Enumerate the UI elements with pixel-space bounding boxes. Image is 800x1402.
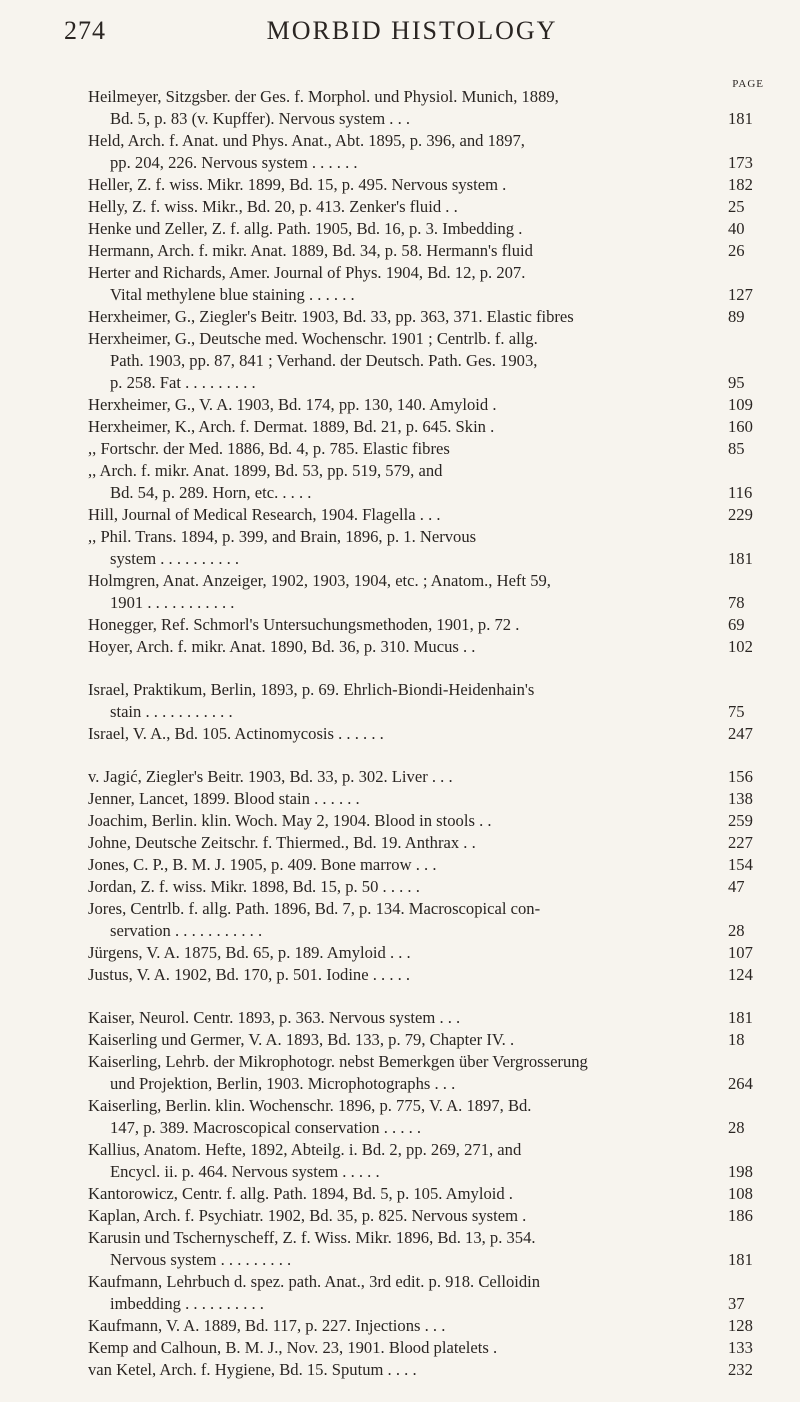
entry-text: ,, Phil. Trans. 1894, p. 399, and Brain, 1896, p. 1. Nervous	[88, 527, 477, 546]
page-reference: 232	[728, 1360, 753, 1379]
page-reference: 78	[728, 593, 745, 612]
entry-text: Heilmeyer, Sitzgsber. der Ges. f. Morphol. und Physiol. Munich, 1889,	[88, 87, 559, 106]
page-reference: 108	[728, 1184, 753, 1203]
page-reference: 40	[728, 219, 745, 238]
page-reference: 198	[728, 1162, 753, 1181]
index-entry	[88, 1183, 772, 1205]
entry-text: van Ketel, Arch. f. Hygiene, Bd. 15. Sputum . . . .	[88, 1360, 417, 1379]
entry-text: Kaiserling, Lehrb. der Mikrophotogr. nebst Bemerkgen über Vergrosserung	[88, 1052, 588, 1071]
page-reference: 181	[728, 109, 753, 128]
entry-text: ,, Fortschr. der Med. 1886, Bd. 4, p. 785. Elastic fibres	[88, 439, 450, 458]
index-entry	[88, 1337, 772, 1359]
index-entry	[88, 832, 772, 854]
index-entry	[88, 328, 772, 394]
index-entry	[88, 1271, 772, 1315]
entry-text-continuation: Path. 1903, pp. 87, 841 ; Verhand. der Deutsch. Path. Ges. 1903,	[110, 351, 538, 370]
page-header	[64, 14, 760, 54]
entry-text: Herter and Richards, Amer. Journal of Phys. 1904, Bd. 12, p. 207.	[88, 263, 526, 282]
entry-text: Herxheimer, G., Ziegler's Beitr. 1903, Bd. 33, pp. 363, 371. Elastic fibres	[88, 307, 574, 326]
page-reference: 181	[728, 1008, 753, 1027]
entry-text-continuation: system . . . . . . . . . .	[110, 549, 240, 568]
entry-text: Kaiser, Neurol. Centr. 1893, p. 363. Nervous system . . .	[88, 1008, 461, 1027]
page-reference: 75	[728, 702, 745, 721]
entry-text: Helly, Z. f. wiss. Mikr., Bd. 20, p. 413. Zenker's fluid . .	[88, 197, 458, 216]
index-entry	[88, 723, 772, 745]
page-reference: 264	[728, 1074, 753, 1093]
page-reference: 25	[728, 197, 745, 216]
page-reference: 85	[728, 439, 745, 458]
index-entry	[88, 394, 772, 416]
entry-text-continuation: Nervous system . . . . . . . . .	[110, 1250, 292, 1269]
entry-text: Kaplan, Arch. f. Psychiatr. 1902, Bd. 35, p. 825. Nervous system .	[88, 1206, 527, 1225]
page-reference: 156	[728, 767, 753, 786]
index-letter-group	[88, 679, 772, 745]
index-entry	[88, 876, 772, 898]
index-entry	[88, 218, 772, 240]
index-letter-group	[88, 766, 772, 986]
page-reference: 47	[728, 877, 745, 896]
page-reference: 247	[728, 724, 753, 743]
page-reference: 127	[728, 285, 753, 304]
entry-text: ,, Arch. f. mikr. Anat. 1899, Bd. 53, pp. 519, 579, and	[88, 461, 443, 480]
entry-text: Herxheimer, G., Deutsche med. Wochenschr. 1901 ; Centrlb. f. allg.	[88, 329, 538, 348]
page-reference: 154	[728, 855, 753, 874]
page-reference: 181	[728, 1250, 753, 1269]
entry-text: Kemp and Calhoun, B. M. J., Nov. 23, 1901. Blood platelets .	[88, 1338, 498, 1357]
entry-text: Kaiserling, Berlin. klin. Wochenschr. 1896, p. 775, V. A. 1897, Bd.	[88, 1096, 532, 1115]
entry-text: Hoyer, Arch. f. mikr. Anat. 1890, Bd. 36, p. 310. Mucus . .	[88, 637, 476, 656]
entry-text-continuation: p. 258. Fat . . . . . . . . .	[110, 373, 256, 392]
page-reference: 109	[728, 395, 753, 414]
page-reference: 107	[728, 943, 753, 962]
running-title: MORBID HISTOLOGY	[266, 16, 558, 45]
entry-text-continuation: Vital methylene blue staining . . . . . .	[110, 285, 355, 304]
entry-text: Hill, Journal of Medical Research, 1904. Flagella . . .	[88, 505, 441, 524]
index-entry	[88, 1227, 772, 1271]
page-reference: 173	[728, 153, 753, 172]
index-entry	[88, 86, 772, 130]
page-reference: 128	[728, 1316, 753, 1335]
entry-text: Jenner, Lancet, 1899. Blood stain . . . . . .	[88, 789, 360, 808]
index-entry	[88, 942, 772, 964]
entry-text: Hermann, Arch. f. mikr. Anat. 1889, Bd. 34, p. 58. Hermann's fluid	[88, 241, 533, 260]
page-reference: 186	[728, 1206, 753, 1225]
bibliography-index	[88, 86, 772, 1402]
entry-text: Jürgens, V. A. 1875, Bd. 65, p. 189. Amyloid . . .	[88, 943, 411, 962]
page-reference: 26	[728, 241, 745, 260]
index-entry	[88, 788, 772, 810]
index-entry	[88, 526, 772, 570]
index-letter-group	[88, 1007, 772, 1381]
index-entry	[88, 240, 772, 262]
entry-text-continuation: imbedding . . . . . . . . . .	[110, 1294, 264, 1313]
page-reference: 227	[728, 833, 753, 852]
index-entry	[88, 614, 772, 636]
index-entry	[88, 679, 772, 723]
index-entry	[88, 1205, 772, 1227]
entry-text-continuation: stain . . . . . . . . . . .	[110, 702, 233, 721]
index-entry	[88, 196, 772, 218]
page-reference: 28	[728, 921, 745, 940]
page-reference: 259	[728, 811, 753, 830]
index-entry	[88, 810, 772, 832]
entry-text: Kallius, Anatom. Hefte, 1892, Abteilg. i. Bd. 2, pp. 269, 271, and	[88, 1140, 522, 1159]
index-entry	[88, 964, 772, 986]
index-entry	[88, 854, 772, 876]
entry-text: Jordan, Z. f. wiss. Mikr. 1898, Bd. 15, p. 50 . . . . .	[88, 877, 420, 896]
page-reference: 95	[728, 373, 745, 392]
page-reference: 124	[728, 965, 753, 984]
entry-text: Held, Arch. f. Anat. und Phys. Anat., Abt. 1895, p. 396, and 1897,	[88, 131, 525, 150]
entry-text: Henke und Zeller, Z. f. allg. Path. 1905, Bd. 16, p. 3. Imbedding .	[88, 219, 523, 238]
index-entry	[88, 438, 772, 460]
index-entry	[88, 1359, 772, 1381]
page-reference: 69	[728, 615, 745, 634]
index-entry	[88, 1029, 772, 1051]
entry-text: Herxheimer, K., Arch. f. Dermat. 1889, Bd. 21, p. 645. Skin .	[88, 417, 495, 436]
index-entry	[88, 766, 772, 788]
entry-text-continuation: 147, p. 389. Macroscopical conservation . . . . .	[110, 1118, 422, 1137]
index-entry	[88, 1139, 772, 1183]
index-entry	[88, 416, 772, 438]
entry-text-continuation: und Projektion, Berlin, 1903. Microphotographs . . .	[110, 1074, 456, 1093]
entry-text: Kaufmann, Lehrbuch d. spez. path. Anat., 3rd edit. p. 918. Celloidin	[88, 1272, 541, 1291]
entry-text: Joachim, Berlin. klin. Woch. May 2, 1904. Blood in stools . .	[88, 811, 492, 830]
page-reference: 116	[728, 483, 753, 502]
index-entry	[88, 1095, 772, 1139]
page-reference: 28	[728, 1118, 745, 1137]
entry-text-continuation: pp. 204, 226. Nervous system . . . . . .	[110, 153, 358, 172]
index-entry	[88, 1315, 772, 1337]
page-reference: 181	[728, 549, 753, 568]
index-entry	[88, 1007, 772, 1029]
entry-text-continuation: Bd. 5, p. 83 (v. Kupffer). Nervous system . . .	[110, 109, 411, 128]
index-entry	[88, 1051, 772, 1095]
entry-text: Johne, Deutsche Zeitschr. f. Thiermed., Bd. 19. Anthrax . .	[88, 833, 476, 852]
entry-text: Herxheimer, G., V. A. 1903, Bd. 174, pp. 130, 140. Amyloid .	[88, 395, 497, 414]
entry-text: v. Jagić, Ziegler's Beitr. 1903, Bd. 33, p. 302. Liver . . .	[88, 767, 453, 786]
page-reference: 18	[728, 1030, 745, 1049]
entry-text: Jones, C. P., B. M. J. 1905, p. 409. Bone marrow . . .	[88, 855, 437, 874]
page-reference: 229	[728, 505, 753, 524]
entry-text: Honegger, Ref. Schmorl's Untersuchungsmethoden, 1901, p. 72 .	[88, 615, 520, 634]
entry-text: Israel, Praktikum, Berlin, 1893, p. 69. Ehrlich-Biondi-Heidenhain's	[88, 680, 535, 699]
index-entry	[88, 130, 772, 174]
index-entry	[88, 460, 772, 504]
entry-text: Justus, V. A. 1902, Bd. 170, p. 501. Iodine . . . . .	[88, 965, 411, 984]
page-reference: 89	[728, 307, 745, 326]
index-entry	[88, 174, 772, 196]
entry-text: Kantorowicz, Centr. f. allg. Path. 1894, Bd. 5, p. 105. Amyloid .	[88, 1184, 513, 1203]
entry-text: Israel, V. A., Bd. 105. Actinomycosis . . . . . .	[88, 724, 384, 743]
entry-text: Jores, Centrlb. f. allg. Path. 1896, Bd. 7, p. 134. Macroscopical con-	[88, 899, 541, 918]
page-reference: 182	[728, 175, 753, 194]
entry-text: Kaiserling und Germer, V. A. 1893, Bd. 133, p. 79, Chapter IV. .	[88, 1030, 515, 1049]
page-reference: 160	[728, 417, 753, 436]
entry-text: Holmgren, Anat. Anzeiger, 1902, 1903, 1904, etc. ; Anatom., Heft 59,	[88, 571, 551, 590]
index-entry	[88, 898, 772, 942]
entry-text: Karusin und Tschernyscheff, Z. f. Wiss. Mikr. 1896, Bd. 13, p. 354.	[88, 1228, 536, 1247]
index-entry	[88, 306, 772, 328]
entry-text-continuation: Encycl. ii. p. 464. Nervous system . . . . .	[110, 1162, 380, 1181]
index-entry	[88, 570, 772, 614]
index-letter-group	[88, 86, 772, 658]
page-reference: 138	[728, 789, 753, 808]
entry-text: Heller, Z. f. wiss. Mikr. 1899, Bd. 15, p. 495. Nervous system .	[88, 175, 507, 194]
entry-text: Kaufmann, V. A. 1889, Bd. 117, p. 227. Injections . . .	[88, 1316, 446, 1335]
page-reference: 102	[728, 637, 753, 656]
page-reference: 133	[728, 1338, 753, 1357]
page-reference: 37	[728, 1294, 745, 1313]
entry-text-continuation: servation . . . . . . . . . . .	[110, 921, 263, 940]
index-entry	[88, 636, 772, 658]
entry-text-continuation: 1901 . . . . . . . . . . .	[110, 593, 235, 612]
index-entry	[88, 262, 772, 306]
page-number: 274	[64, 16, 106, 45]
entry-text-continuation: Bd. 54, p. 289. Horn, etc. . . . .	[110, 483, 312, 502]
page-column-heading: PAGE	[732, 78, 764, 90]
index-entry	[88, 504, 772, 526]
